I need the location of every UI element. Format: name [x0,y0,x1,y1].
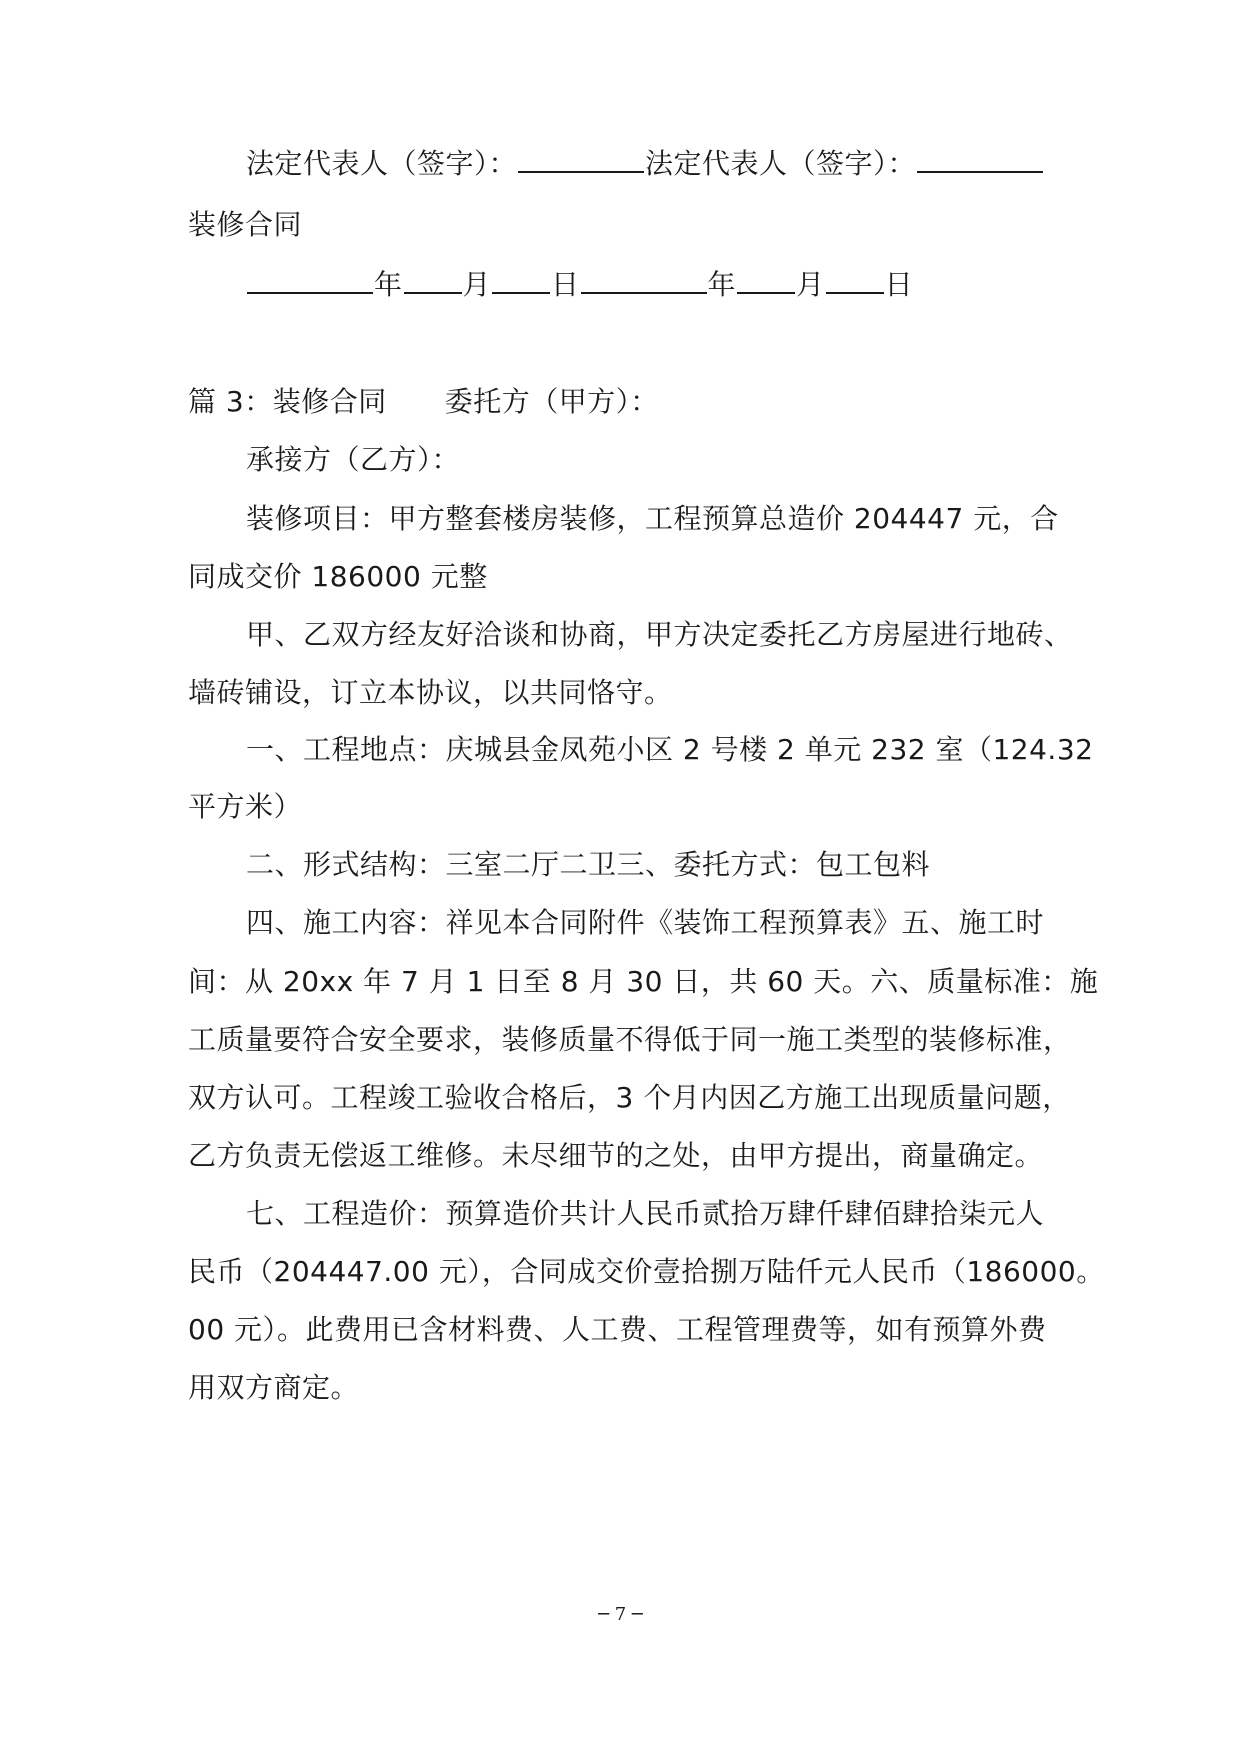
paragraph-line: 工质量要符合安全要求，装修质量不得低于同一施工类型的装修标准， [188,1023,1072,1056]
paragraph-line: 四、施工内容：祥见本合同附件《装饰工程预算表》五、施工时 [246,906,1045,939]
date-month-label: 月 [796,268,825,301]
paragraph-line: 装修项目：甲方整套楼房装修，工程预算总造价 204447 元，合 [246,502,1059,535]
paragraph-line: 平方米） [188,790,303,823]
date-day-label: 日 [551,268,580,301]
date-blank-day-a [492,266,550,294]
date-blank-day-b [826,266,884,294]
date-blank-year-a [247,266,373,294]
paragraph-line: 00 元）。此费用已含材料费、人工费、工程管理费等，如有预算外费 [188,1313,1047,1346]
contract-title-line: 装修合同 [188,208,303,241]
date-line [246,265,913,305]
date-blank-year-b [581,266,707,294]
paragraph-line: 同成交价 186000 元整 [188,560,488,593]
paragraph-line: 间：从 20xx 年 7 月 1 日至 8 月 30 日，共 60 天。六、质量标准：施 [188,965,1099,998]
paragraph-line: 一、工程地点：庆城县金凤苑小区 2 号楼 2 单元 232 室（124.32 [246,733,1094,766]
date-year-label: 年 [374,268,403,301]
date-blank-month-a [404,266,462,294]
date-year-label: 年 [707,268,737,301]
date-blank-month-b [737,266,795,294]
signature-blank-b [917,145,1043,173]
paragraph-line: 甲、乙双方经友好洽谈和协商，甲方决定委托乙方房屋进行地砖、 [246,618,1073,651]
paragraph-line: 民币（204447.00 元），合同成交价壹拾捌万陆仟元人民币（186000。 [188,1255,1105,1288]
paragraph-line: 二、形式结构：三室二厅二卫三、委托方式：包工包料 [246,848,931,881]
paragraph-line: 七、工程造价：预算造价共计人民币贰拾万肆仟肆佰肆拾柒元人 [246,1197,1045,1230]
article-heading-line [188,382,659,422]
client-label: 委托方（甲方）： [444,385,659,418]
paragraph-line: 用双方商定。 [188,1371,360,1404]
paragraph-line: 墙砖铺设，订立本协议，以共同恪守。 [188,676,673,709]
paragraph-line: 双方认可。工程竣工验收合格后，3 个月内因乙方施工出现质量问题， [188,1081,1071,1114]
signature-blank-a [518,145,644,173]
paragraph-line: 乙方负责无偿返工维修。未尽细节的之处，由甲方提出，商量确定。 [188,1139,1044,1172]
contractor-label: 承接方（乙方）： [246,443,461,476]
article-heading: 篇 3：装修合同 [188,385,387,418]
signature-label-party-a: 法定代表人（签字）： [246,147,518,180]
date-month-label: 月 [462,268,492,301]
signature-label-party-b: 法定代表人（签字）： [645,147,917,180]
signature-line [246,144,1044,184]
page-number: ─ 7 ─ [598,1604,643,1625]
date-day-label: 日 [884,268,914,301]
